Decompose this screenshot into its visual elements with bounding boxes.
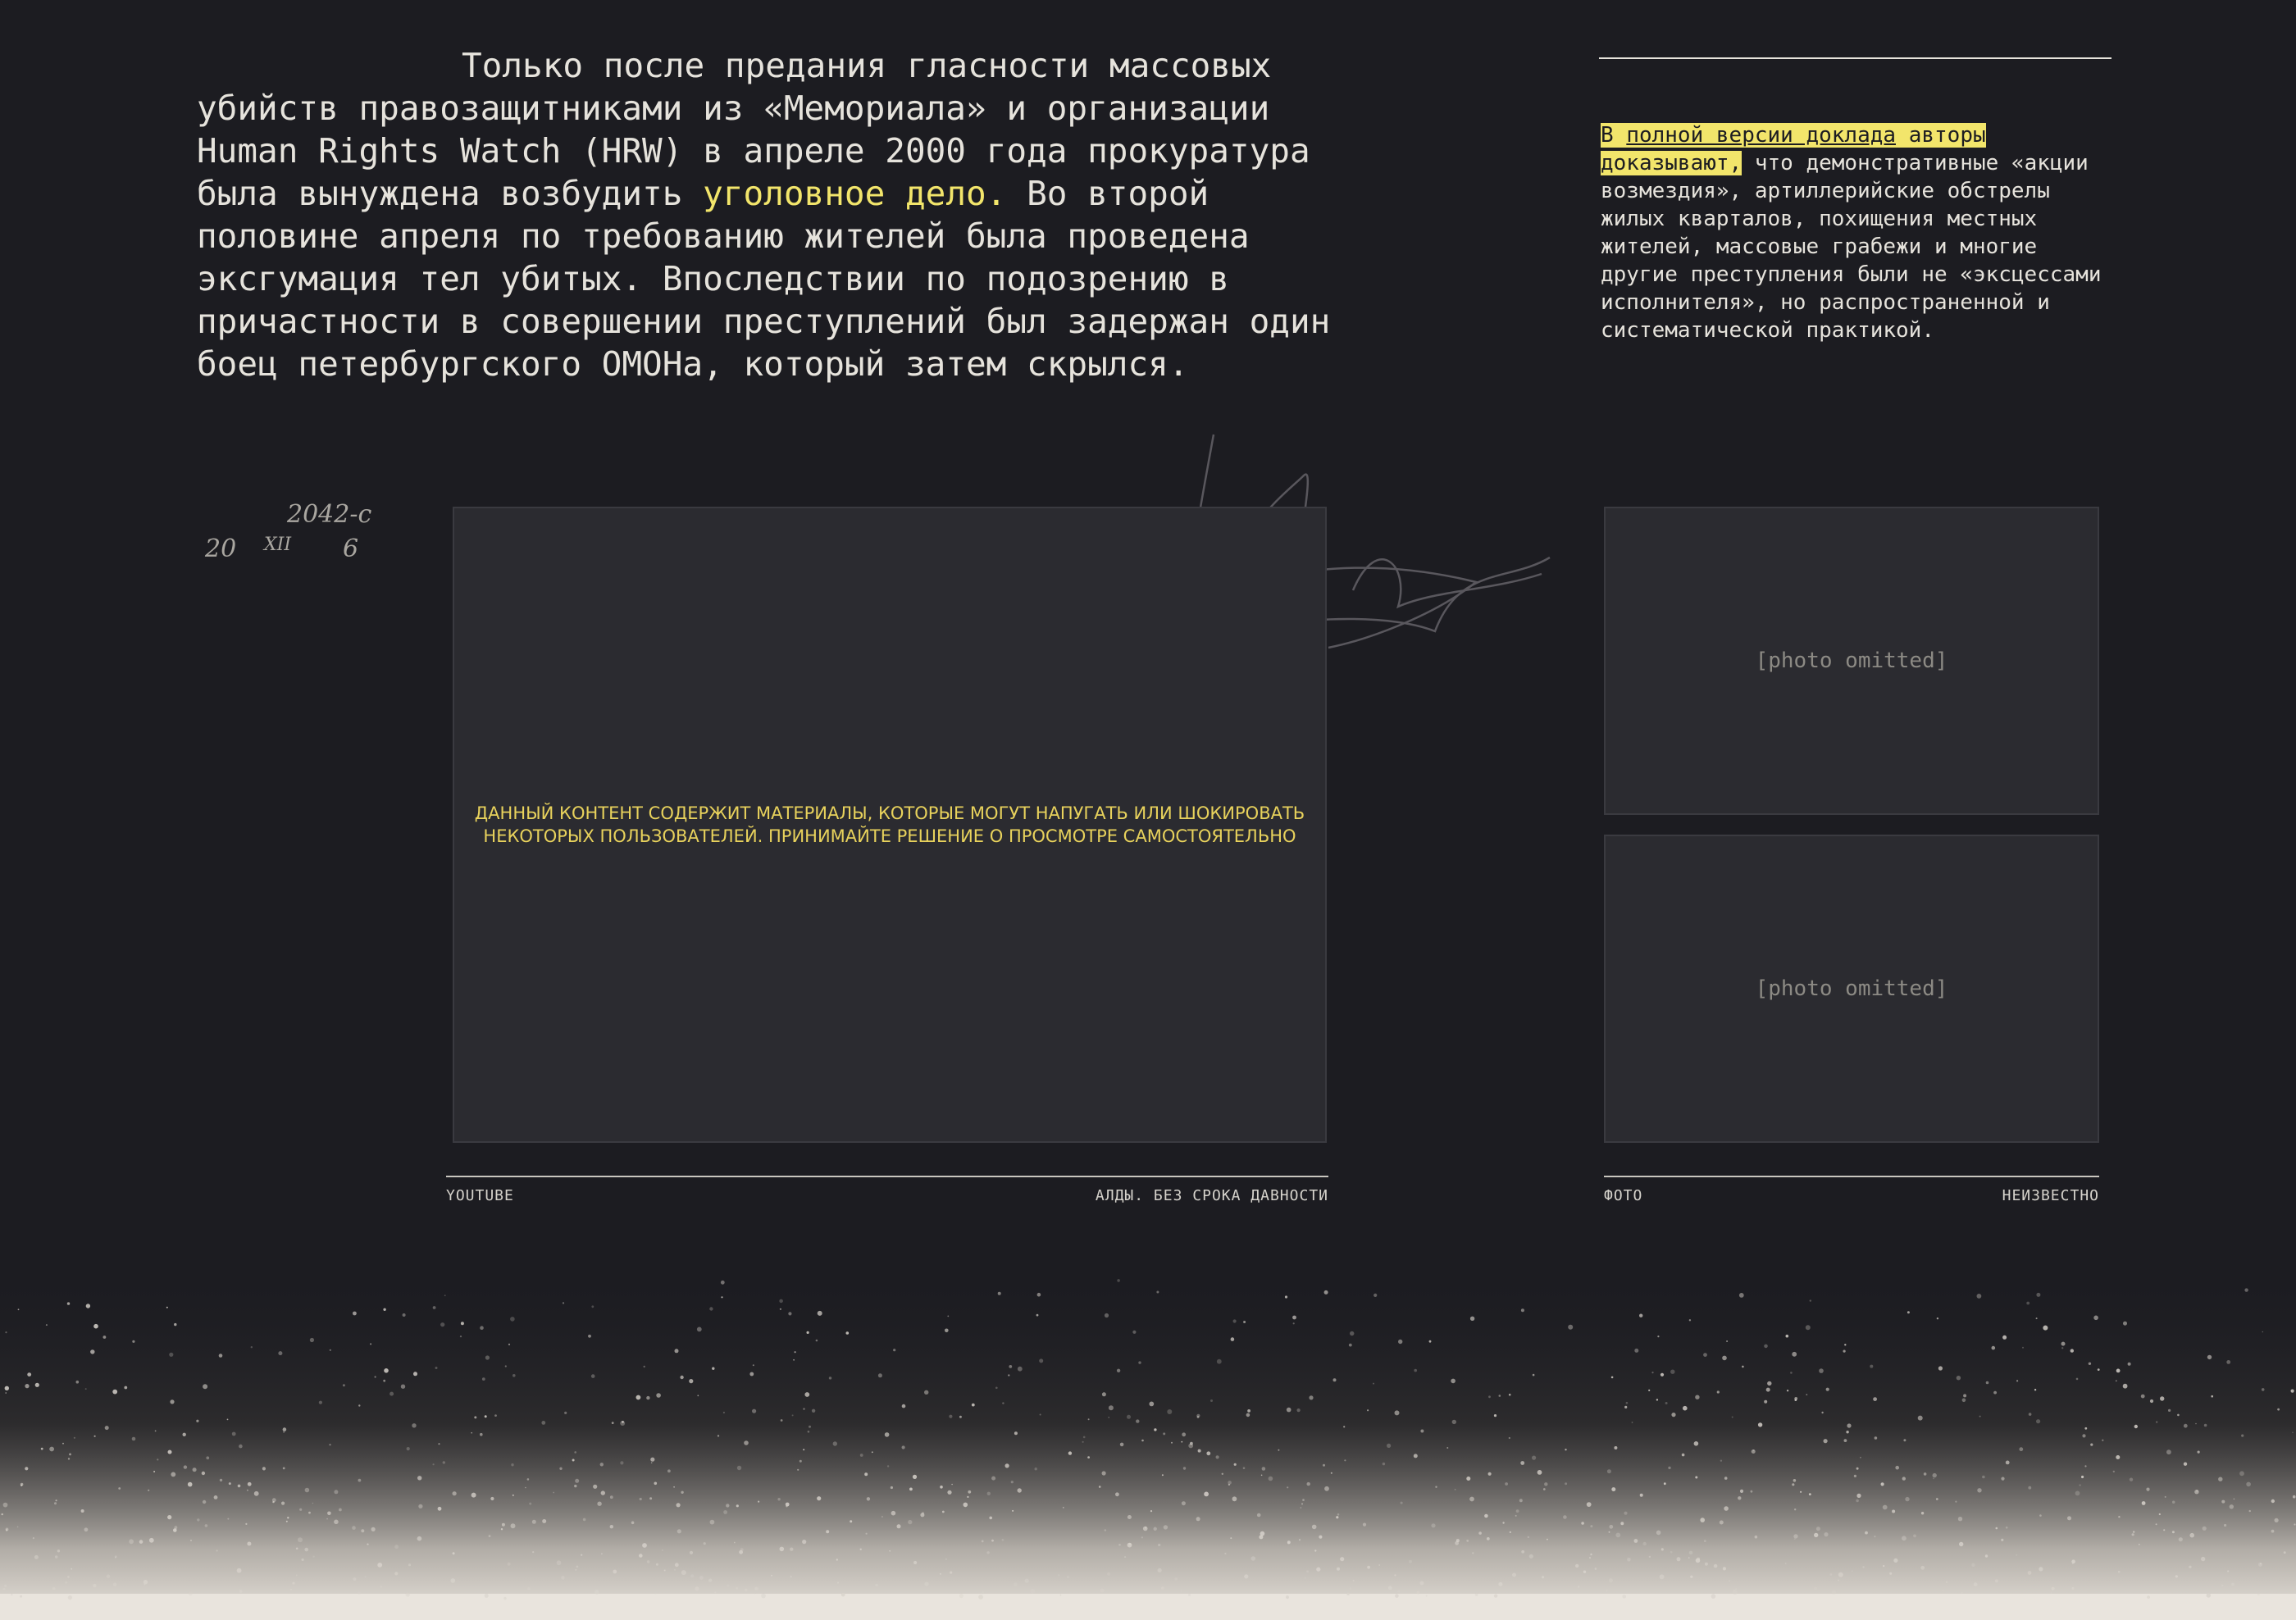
- photo-top-label: [photo omitted]: [1755, 648, 1948, 673]
- archive-value: 6: [343, 535, 359, 563]
- main-text-after: Во второй половине апреля по требованию жителей была проведена эксгумация тел убитых. Впоследствии по подозрению в причастности в совершении преступлений был задержан один боец петербургского ОМОНа, который затем скрылся.: [197, 174, 1331, 384]
- side-note-rest: что демонстративные «акции возмездия», артиллерийские обстрелы жилых кварталов, похищения местных жителей, массовые грабежи и многие другие преступления были не «эксцессами исполнителя», но распространенной и систематической практикой.: [1601, 151, 2102, 343]
- video-player[interactable]: [453, 507, 1327, 1143]
- photo-bottom-label: [photo omitted]: [1755, 976, 1948, 1001]
- archive-day: 20: [205, 535, 237, 563]
- main-paragraph: [197, 44, 1369, 385]
- top-divider: [1599, 57, 2112, 59]
- photo-caption-author: НЕИЗВЕСТНО: [2002, 1187, 2099, 1204]
- criminal-case-link[interactable]: уголовное дело.: [703, 174, 1007, 213]
- photo-bottom-placeholder: [1604, 835, 2099, 1143]
- content-warning-text: ДАННЫЙ КОНТЕНТ СОДЕРЖИТ МАТЕРИАЛЫ, КОТОРЫЕ МОГУТ НАПУГАТЬ ИЛИ ШОКИРОВАТЬ НЕКОТОРЫХ ПОЛЬЗОВАТЕЛЕЙ. ПРИНИМАЙТЕ РЕШЕНИЕ О ПРОСМОТРЕ САМОСТОЯТЕЛЬНО: [474, 803, 1305, 846]
- main-text-before: Только после предания гласности массовых убийств правозащитниками из «Мемориала» и организации Human Rights Watch (HRW) в апреле 2000 года прокуратура была вынуждена возбудить: [197, 46, 1310, 213]
- video-caption-rule: [446, 1176, 1328, 1177]
- archive-number: 2042-с: [287, 500, 372, 529]
- photo-caption-rule: [1604, 1176, 2099, 1177]
- side-note-prefix: В: [1601, 123, 1614, 148]
- archive-handwritten-notes: [205, 500, 418, 574]
- photo-top-placeholder: [1604, 507, 2099, 815]
- grunge-texture-footer: [0, 1263, 2296, 1620]
- side-note-highlight: авторы доказывают,: [1601, 123, 1986, 175]
- video-source-caption[interactable]: YOUTUBE: [446, 1187, 514, 1204]
- side-note: [1601, 121, 2117, 344]
- archive-month: XII: [264, 535, 292, 555]
- photo-caption-label: ФОТО: [1604, 1187, 1643, 1204]
- full-report-link[interactable]: полной версии доклада: [1626, 123, 1897, 148]
- video-title-caption: АЛДЫ. БЕЗ СРОКА ДАВНОСТИ: [1095, 1187, 1328, 1204]
